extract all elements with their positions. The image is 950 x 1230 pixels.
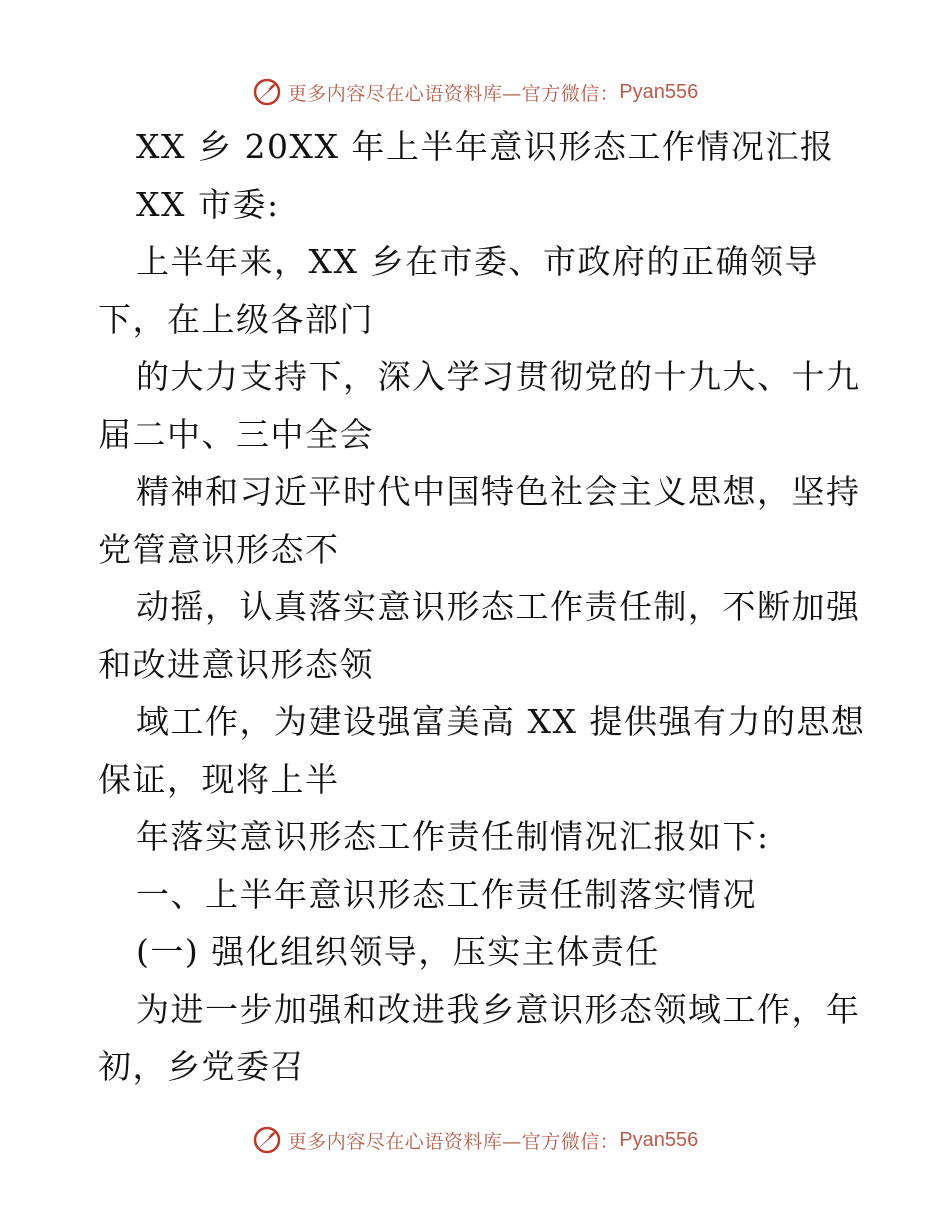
paragraph-line: 初，乡党委召 bbox=[98, 1047, 305, 1086]
paragraph-line: 的大力支持下，深入学习贯彻党的十九大、十九 bbox=[136, 357, 861, 396]
paragraph-line: 党管意识形态不 bbox=[98, 529, 340, 569]
paragraph-line: 届二中、三中全会 bbox=[98, 414, 374, 454]
watermark-wechat-id: Pyan556 bbox=[619, 80, 699, 103]
document-title: XX 乡 20XX 年上半年意识形态工作情况汇报 bbox=[136, 127, 835, 166]
paragraph-line: 域工作，为建设强富美高 XX 提供强有力的思想 bbox=[136, 702, 866, 741]
salutation: XX 市委: bbox=[136, 184, 280, 224]
paragraph-line: 为进一步加强和改进我乡意识形态领域工作，年 bbox=[136, 989, 861, 1029]
paragraph-line: 保证，现将上半 bbox=[98, 759, 340, 799]
feather-pen-circle-icon bbox=[252, 77, 282, 107]
paragraph-line: 精神和习近平时代中国特色社会主义思想，坚持 bbox=[136, 472, 861, 511]
section-heading: 一、上半年意识形态工作责任制落实情况 bbox=[136, 874, 757, 914]
subsection-heading: (一) 强化组织领导，压实主体责任 bbox=[136, 932, 660, 971]
watermark-text: 更多内容尽在心语资料库—官方微信： bbox=[287, 1130, 620, 1153]
watermark-text: 更多内容尽在心语资料库—官方微信： bbox=[287, 82, 620, 105]
feather-pen-circle-icon bbox=[252, 1125, 282, 1155]
header-watermark bbox=[0, 72, 950, 112]
paragraph-line: 和改进意识形态领 bbox=[98, 644, 374, 684]
paragraph-line: 上半年来，XX 乡在市委、市政府的正确领导 bbox=[136, 242, 819, 281]
footer-watermark bbox=[0, 1120, 950, 1160]
document-body bbox=[98, 118, 866, 1096]
paragraph-line: 年落实意识形态工作责任制情况汇报如下: bbox=[136, 817, 770, 856]
paragraph-line: 动摇，认真落实意识形态工作责任制，不断加强 bbox=[136, 587, 861, 626]
paragraph-line: 下，在上级各部门 bbox=[98, 299, 374, 339]
watermark-wechat-id: Pyan556 bbox=[619, 1128, 699, 1151]
